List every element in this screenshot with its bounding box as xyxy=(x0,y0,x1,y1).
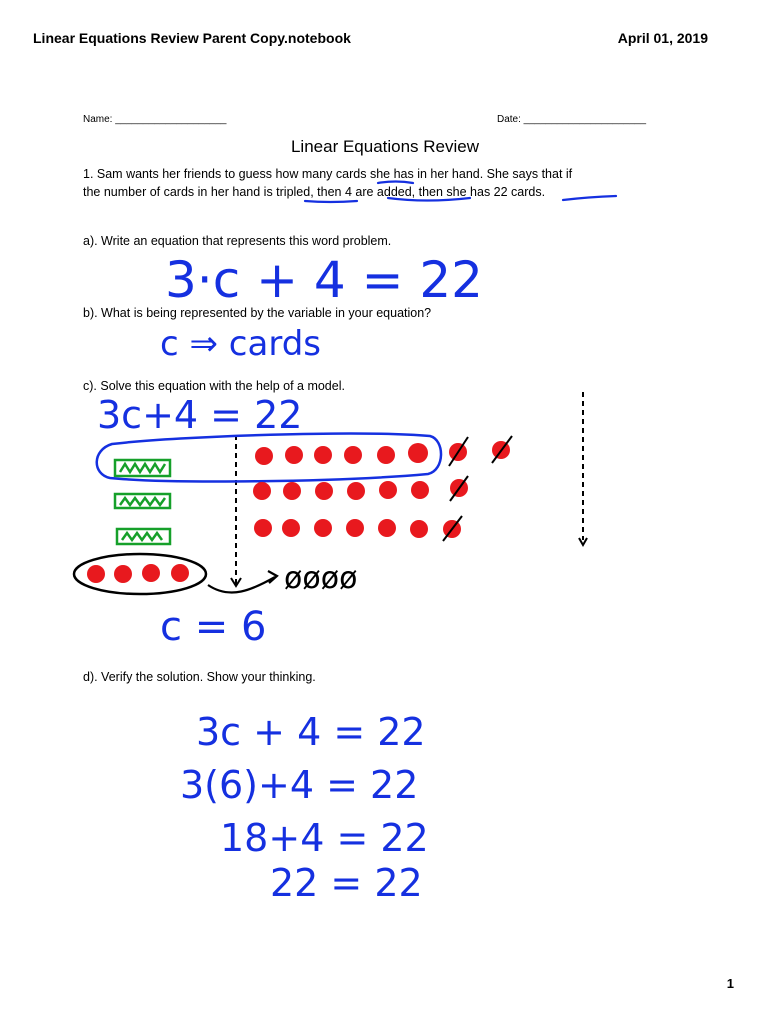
verify-line-2: 3(6)+4 = 22 xyxy=(180,763,419,807)
answer-a-equation: 3·c + 4 = 22 xyxy=(165,251,483,309)
underline-22-cards xyxy=(563,196,616,200)
question-a: a). Write an equation that represents this word problem. xyxy=(83,234,392,248)
counter xyxy=(314,519,332,537)
counter xyxy=(254,519,272,537)
header-title: Linear Equations Review Parent Copy.notebook xyxy=(33,30,351,46)
counter xyxy=(408,443,428,463)
counter xyxy=(255,447,273,465)
verify-line-1: 3c + 4 = 22 xyxy=(196,710,426,754)
counter xyxy=(142,564,160,582)
question-c: c). Solve this equation with the help of a model. xyxy=(83,379,345,393)
counter xyxy=(282,519,300,537)
underline-marks xyxy=(305,182,616,203)
question-b: b). What is being represented by the variable in your equation? xyxy=(83,306,432,320)
date-field-label: Date: ______________________ xyxy=(497,114,647,125)
counter xyxy=(344,446,362,464)
problem-line-2: the number of cards in her hand is tripled, then 4 are added, then she has 22 cards. xyxy=(83,185,546,199)
counter xyxy=(377,446,395,464)
c-block-hatch xyxy=(122,533,162,540)
name-field-label: Name: ____________________ xyxy=(83,114,227,125)
counter xyxy=(314,446,332,464)
answer-c: c = 6 xyxy=(160,604,267,650)
page-number: 1 xyxy=(726,976,734,991)
verify-line-4: 22 = 22 xyxy=(270,861,423,905)
question-d: d). Verify the solution. Show your thinking. xyxy=(83,670,316,684)
answer-b-variable: c ⇒ cards xyxy=(160,324,322,364)
model-equation: 3c+4 = 22 xyxy=(97,393,303,437)
variable-blocks xyxy=(115,460,170,544)
sheet-title: Linear Equations Review xyxy=(290,137,480,156)
counter xyxy=(378,519,396,537)
counter xyxy=(379,481,397,499)
counter xyxy=(411,481,429,499)
counter xyxy=(87,565,105,583)
counter xyxy=(283,482,301,500)
counter xyxy=(285,446,303,464)
underline-tripled xyxy=(305,201,357,202)
underline-4-added xyxy=(388,198,470,201)
c-block-hatch xyxy=(120,498,165,505)
zero-arrow xyxy=(208,577,275,593)
counter xyxy=(346,519,364,537)
zero-pairs: øøøø xyxy=(284,561,358,596)
counter xyxy=(171,564,189,582)
header-date: April 01, 2019 xyxy=(617,30,708,46)
counter xyxy=(347,482,365,500)
verify-line-3: 18+4 = 22 xyxy=(220,816,429,860)
counter xyxy=(114,565,132,583)
underline-cards xyxy=(378,182,413,184)
counter xyxy=(410,520,428,538)
counter xyxy=(253,482,271,500)
c-block-hatch xyxy=(120,464,165,472)
counter xyxy=(315,482,333,500)
problem-line-1: 1. Sam wants her friends to guess how many cards she has in her hand. She says that if xyxy=(83,167,573,181)
